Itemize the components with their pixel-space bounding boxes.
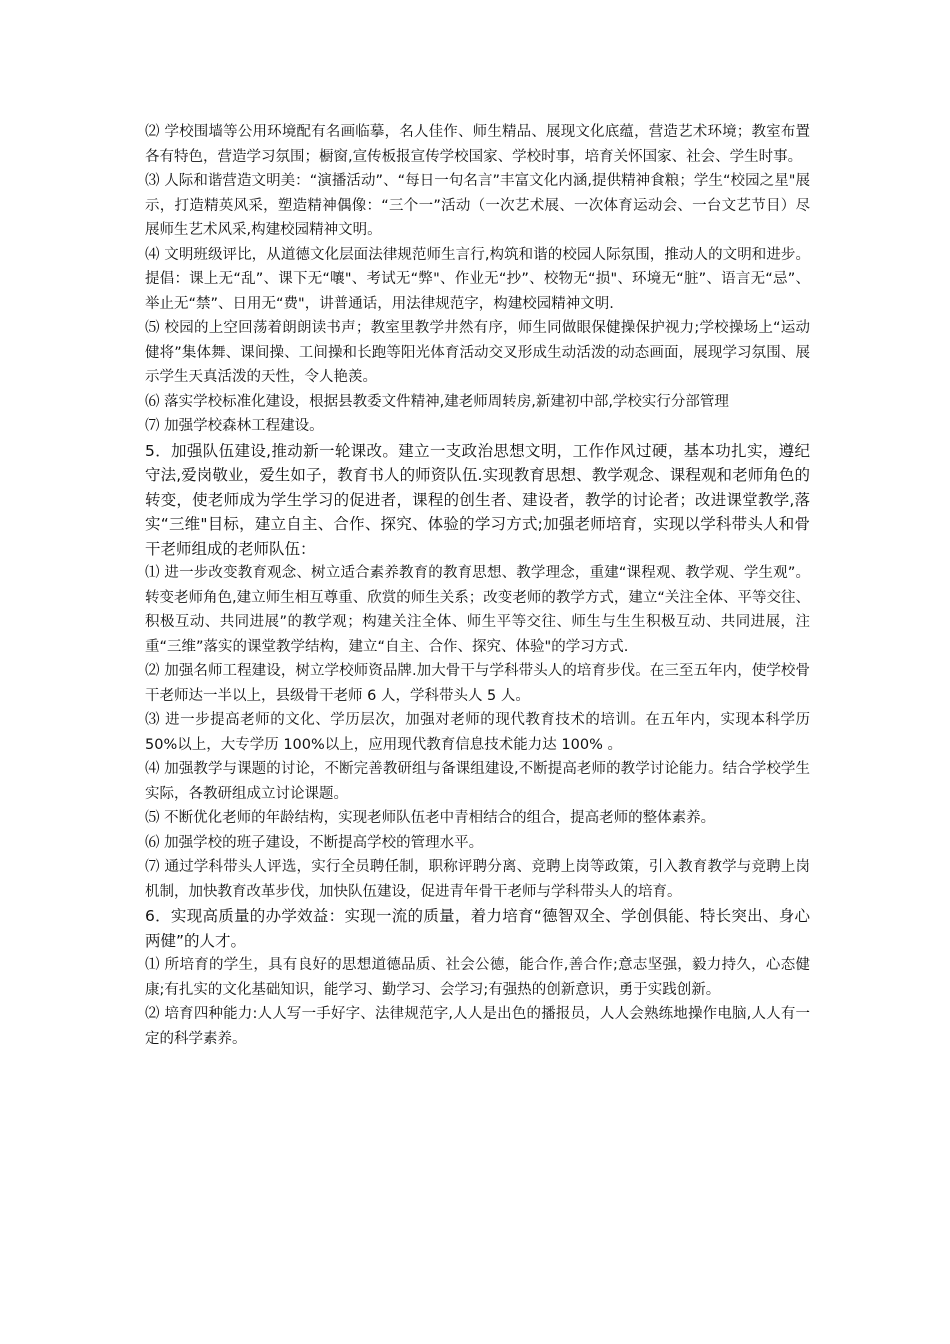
paragraph-item-7-forest-project: ⑺ 加强学校森林工程建设。	[145, 418, 324, 434]
paragraph-item-3-interpersonal-harmony: ⑶ 人际和谐营造文明美：“演播活动”、“每日一句名言”丰富文化内涵,提供精神食粮；学生“校园之星"展示，打造精英风采，塑造精神偶像：“三个一”活动（一次艺术展、一次体育运动会、一台文艺节目）尽展师生艺术风采,构建校园精神文明。	[145, 173, 810, 238]
paragraph-item-2-wall-environment: ⑵ 学校围墙等公用环境配有名画临摹，名人佳作、师生精品、展现文化底蕴，营造艺术环境；教室布置各有特色，营造学习氛围；橱窗,宣传板报宣传学校国家、学校时事，培育关怀国家、社会、学生时事。	[145, 124, 810, 165]
paragraph-item-5-campus-scene: ⑸ 校园的上空回荡着朗朗读书声；教室里教学井然有序，师生同做眼保健操保护视力;学校操场上“运动健将”集体舞、课间操、工间操和长跑等阳光体育活动交叉形成生动活泼的动态画面，展现学习氛围、展示学生天真活泼的天性，令人艳羡。	[145, 320, 810, 385]
paragraph-item-4-teaching-research: ⑷ 加强教学与课题的讨论，不断完善教研组与备课组建设,不断提高老师的教学讨论能力。结合学校学生实际，各教研组成立讨论课题。	[145, 761, 810, 802]
paragraph-item-2-famous-teacher: ⑵ 加强名师工程建设，树立学校师资品牌.加大骨干与学科带头人的培育步伐。在三至五年内，使学校骨干老师达一半以上，县级骨干老师 6 人，学科带头人 5 人。	[145, 663, 810, 704]
document-page	[145, 120, 810, 1051]
paragraph-item-5-age-structure: ⑸ 不断优化老师的年龄结构，实现老师队伍老中青相结合的组合，提高老师的整体素养。	[145, 810, 716, 826]
paragraph-item-1-education-concept: ⑴ 进一步改变教育观念、树立适合素养教育的教育思想、教学理念，重建“课程观、教学观、学生观”。转变老师角色,建立师生相互尊重、欣赏的师生关系；改变老师的教学方式，建立“关注全体、平等交往、积极互动、共同进展”的教学观；构建关注全体、师生平等交往、师生与生生积极互动、共同进展，注重“三维”落实的课堂教学结构，建立“自主、合作、探究、体验"的学习方式.	[145, 565, 810, 655]
paragraph-item-6-standardization: ⑹ 落实学校标准化建设，根据县教委文件精神,建老师周转房,新建初中部,学校实行分部管理	[145, 393, 729, 410]
section-heading-6-school-efficiency: 6．实现高质量的办学效益：实现一流的质量，着力培育“德智双全、学创俱能、特长突出、身心两健”的人才。	[145, 907, 810, 950]
paragraph-item-1-student-quality: ⑴ 所培育的学生，具有良好的思想道德品质、社会公德，能合作,善合作;意志坚强，毅力持久，心态健康;有扎实的文化基础知识，能学习、勤学习、会学习;有强热的创新意识，勇于实践创新。	[145, 957, 810, 998]
section-heading-5-team-building: 5．加强队伍建设,推动新一轮课改。建立一支政治思想文明，工作作风过硬，基本功扎实，遵纪守法,爱岗敬业，爱生如子，教育书人的师资队伍.实现教育思想、教学观念、课程观和老师角色的转变，使老师成为学生学习的促进者，课程的创生者、建设者，教学的讨论者；改进课堂教学,落实“三维"目标，建立自主、合作、探究、体验的学习方式;加强老师培育，实现以学科带头人和骨干老师组成的老师队伍：	[145, 441, 810, 558]
paragraph-item-7-subject-leaders: ⑺ 通过学科带头人评选，实行全员聘任制，职称评聘分离、竞聘上岗等政策，引入教育教学与竞聘上岗机制，加快教育改革步伐，加快队伍建设，促进青年骨干老师与学科带头人的培育。	[145, 859, 810, 900]
paragraph-item-4-class-appraisal: ⑷ 文明班级评比，从道德文化层面法律规范师生言行,构筑和谐的校园人际氛围，推动人的文明和进步。提倡：课上无“乱”、课下无“嚷"、考试无“弊"、作业无“抄”、校物无“损"、环境无“脏”、语言无“忌”、举止无“禁”、日用无“费"，讲普通话，用法律规范字，构建校园精神文明.	[145, 246, 810, 312]
paragraph-item-3-education-level: ⑶ 进一步提高老师的文化、学历层次，加强对老师的现代教育技术的培训。在五年内，实现本科学历 50%以上，大专学历 100%以上，应用现代教育信息技术能力达 100% 。	[145, 712, 810, 753]
paragraph-item-2-four-abilities: ⑵ 培育四种能力:人人写一手好字、法律规范字,人人是出色的播报员，人人会熟练地操作电脑,人人有一定的科学素养。	[145, 1006, 810, 1047]
paragraph-item-6-leadership: ⑹ 加强学校的班子建设，不断提高学校的管理水平。	[145, 834, 484, 851]
